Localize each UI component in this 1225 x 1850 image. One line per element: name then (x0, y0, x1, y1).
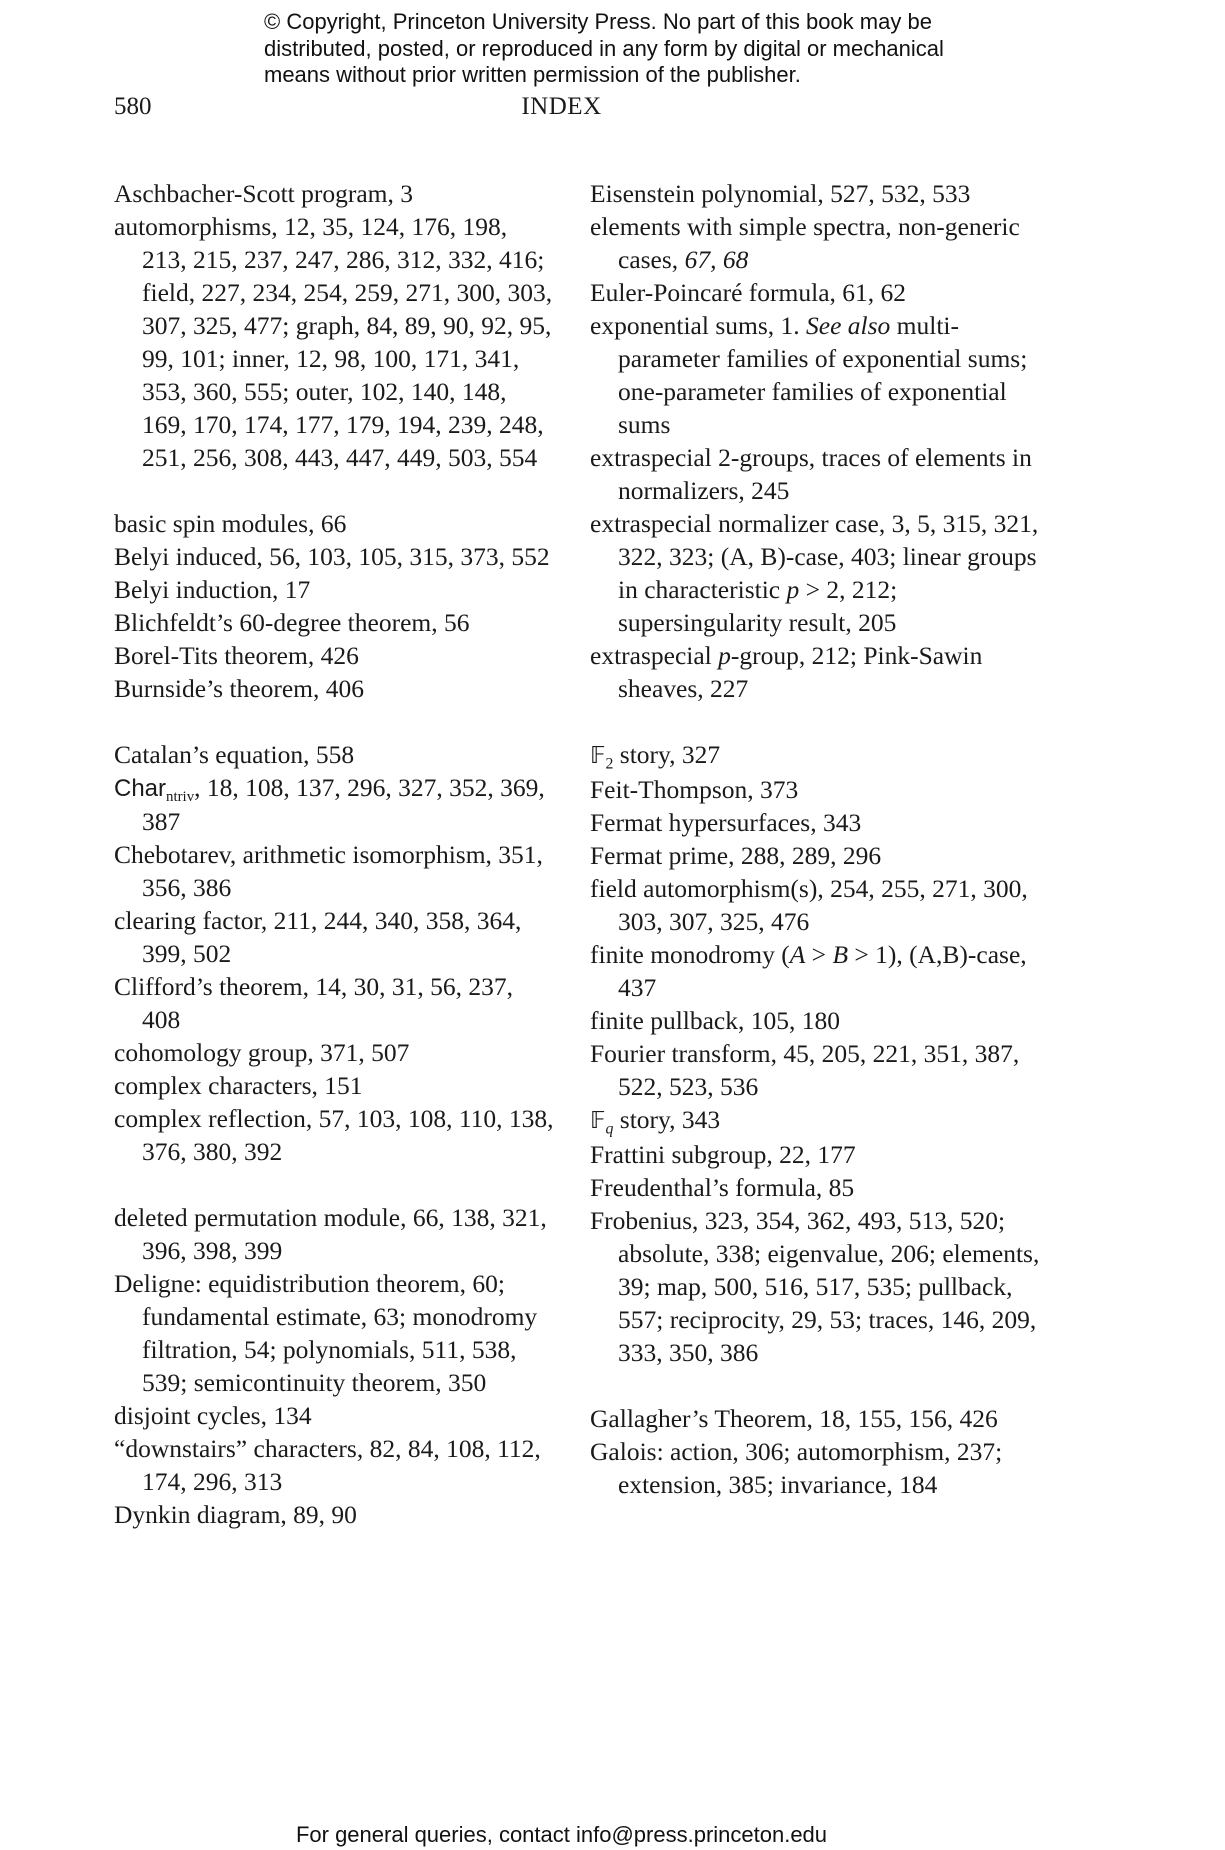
index-entry: Fermat hypersurfaces, 343 (590, 808, 862, 837)
index-entry: finite monodromy (A > B > 1), (A,B)-case, 437 (590, 940, 1027, 1002)
index-entry: Galois: action, 306; automorphism, 237; extension, 385; invariance, 184 (590, 1437, 1003, 1499)
index-entry: 𝔽$_2$ story, 327 (590, 740, 721, 773)
copyright-notice (264, 9, 1024, 89)
index-entry: Catalan’s equation, 558 (114, 740, 355, 769)
index-letter-group (114, 507, 554, 705)
index-entry: automorphisms, 12, 35, 124, 176, 198, 213, 215, 237, 247, 286, 312, 332, 416; field, 227, 234, 254, 259, 271, 300, 303, 307, 325, 477; graph, 84, 89, 90, 92, 95, 99, 101; inner, 12, 98, 100, 171, 341, 353, 360, 555; outer, 102, 140, 148, 169, 170, 174, 177, 179, 194, 239, 248, 251, 256, 308, 443, 447, 449, 503, 554 (114, 212, 553, 472)
index-entry: cohomology group, 371, 507 (114, 1038, 410, 1067)
index-column-left (114, 177, 554, 1564)
index-entry: extraspecial normalizer case, 3, 5, 315, 321, 322, 323; (A, B)-case, 403; linear groups in characteristic p > 2, 212; supersingularity result, 205 (590, 509, 1039, 637)
index-letter-group (114, 738, 554, 1168)
page-number: 580 (114, 93, 152, 120)
index-entry: deleted permutation module, 66, 138, 321, 396, 398, 399 (114, 1203, 547, 1265)
index-entry: Blichfeldt’s 60-degree theorem, 56 (114, 608, 470, 637)
index-entry: basic spin modules, 66 (114, 509, 347, 538)
index-entry: Frobenius, 323, 354, 362, 493, 513, 520; absolute, 338; eigenvalue, 206; elements, 39; map, 500, 516, 517, 535; pullback, 557; reciprocity, 29, 53; traces, 146, 209, 333, 350, 386 (590, 1206, 1040, 1367)
index-entry: Deligne: equidistribution theorem, 60; fundamental estimate, 63; monodromy filtration, 54; polynomials, 511, 538, 539; semicontinuity theorem, 350 (114, 1269, 538, 1397)
footer-contact: For general queries, contact info@press.princeton.edu (295, 1822, 828, 1847)
index-entry: finite pullback, 105, 180 (590, 1006, 840, 1035)
index-entry: Aschbacher-Scott program, 3 (114, 179, 414, 208)
copyright-line: © Copyright, Princeton University Press. No part of this book may be (264, 9, 932, 34)
index-entry: Freudenthal’s formula, 85 (590, 1173, 855, 1202)
index-entry: extraspecial p-group, 212; Pink-Sawin sheaves, 227 (590, 641, 983, 703)
index-letter-group (590, 177, 1060, 705)
index-column-right (590, 177, 1060, 1534)
index-entry: Char$_{ntriv}$, 18, 108, 137, 296, 327, 352, 369, 387 (114, 773, 545, 836)
index-entry: extraspecial 2-groups, traces of elements in normalizers, 245 (590, 443, 1032, 505)
index-entry: disjoint cycles, 134 (114, 1401, 312, 1430)
index-entry: Chebotarev, arithmetic isomorphism, 351, 356, 386 (114, 840, 543, 902)
index-entry: Gallagher’s Theorem, 18, 155, 156, 426 (590, 1404, 998, 1433)
index-entry: elements with simple spectra, non-generic cases, 67, 68 (590, 212, 1020, 274)
index-letter-group (114, 177, 554, 474)
copyright-line: means without prior written permission of the publisher. (264, 62, 801, 87)
index-entry: Eisenstein polynomial, 527, 532, 533 (590, 179, 971, 208)
index-entry: Burnside’s theorem, 406 (114, 674, 365, 703)
index-entry: 𝔽$_q$ story, 343 (590, 1105, 721, 1138)
index-entry: Fourier transform, 45, 205, 221, 351, 387, 522, 523, 536 (590, 1039, 1020, 1101)
index-letter-group (590, 1402, 1060, 1501)
copyright-line: distributed, posted, or reproduced in any form by digital or mechanical (264, 35, 944, 61)
index-letter-group (590, 738, 1060, 1369)
index-entry: Clifford’s theorem, 14, 30, 31, 56, 237, 408 (114, 972, 513, 1034)
index-entry: exponential sums, 1. See also multi-parameter families of exponential sums; one-parameter families of exponential sums (590, 311, 1028, 439)
running-head: INDEX (521, 93, 602, 120)
index-entry: complex reflection, 57, 103, 108, 110, 138, 376, 380, 392 (114, 1104, 554, 1166)
index-entry: Frattini subgroup, 22, 177 (590, 1140, 856, 1169)
index-entry: Feit-Thompson, 373 (590, 775, 799, 804)
index-entry: Fermat prime, 288, 289, 296 (590, 841, 882, 870)
index-entry: complex characters, 151 (114, 1071, 363, 1100)
index-entry: Belyi induced, 56, 103, 105, 315, 373, 552 (114, 542, 550, 571)
index-entry: Euler-Poincaré formula, 61, 62 (590, 278, 907, 307)
index-entry: Belyi induction, 17 (114, 575, 311, 604)
index-entry: Borel-Tits theorem, 426 (114, 641, 359, 670)
index-letter-group (114, 1201, 554, 1531)
index-entry: clearing factor, 211, 244, 340, 358, 364, 399, 502 (114, 906, 522, 968)
index-entry: Dynkin diagram, 89, 90 (114, 1500, 357, 1529)
index-entry: field automorphism(s), 254, 255, 271, 300, 303, 307, 325, 476 (590, 874, 1028, 936)
index-entry: “downstairs” characters, 82, 84, 108, 112, 174, 296, 313 (114, 1434, 541, 1496)
